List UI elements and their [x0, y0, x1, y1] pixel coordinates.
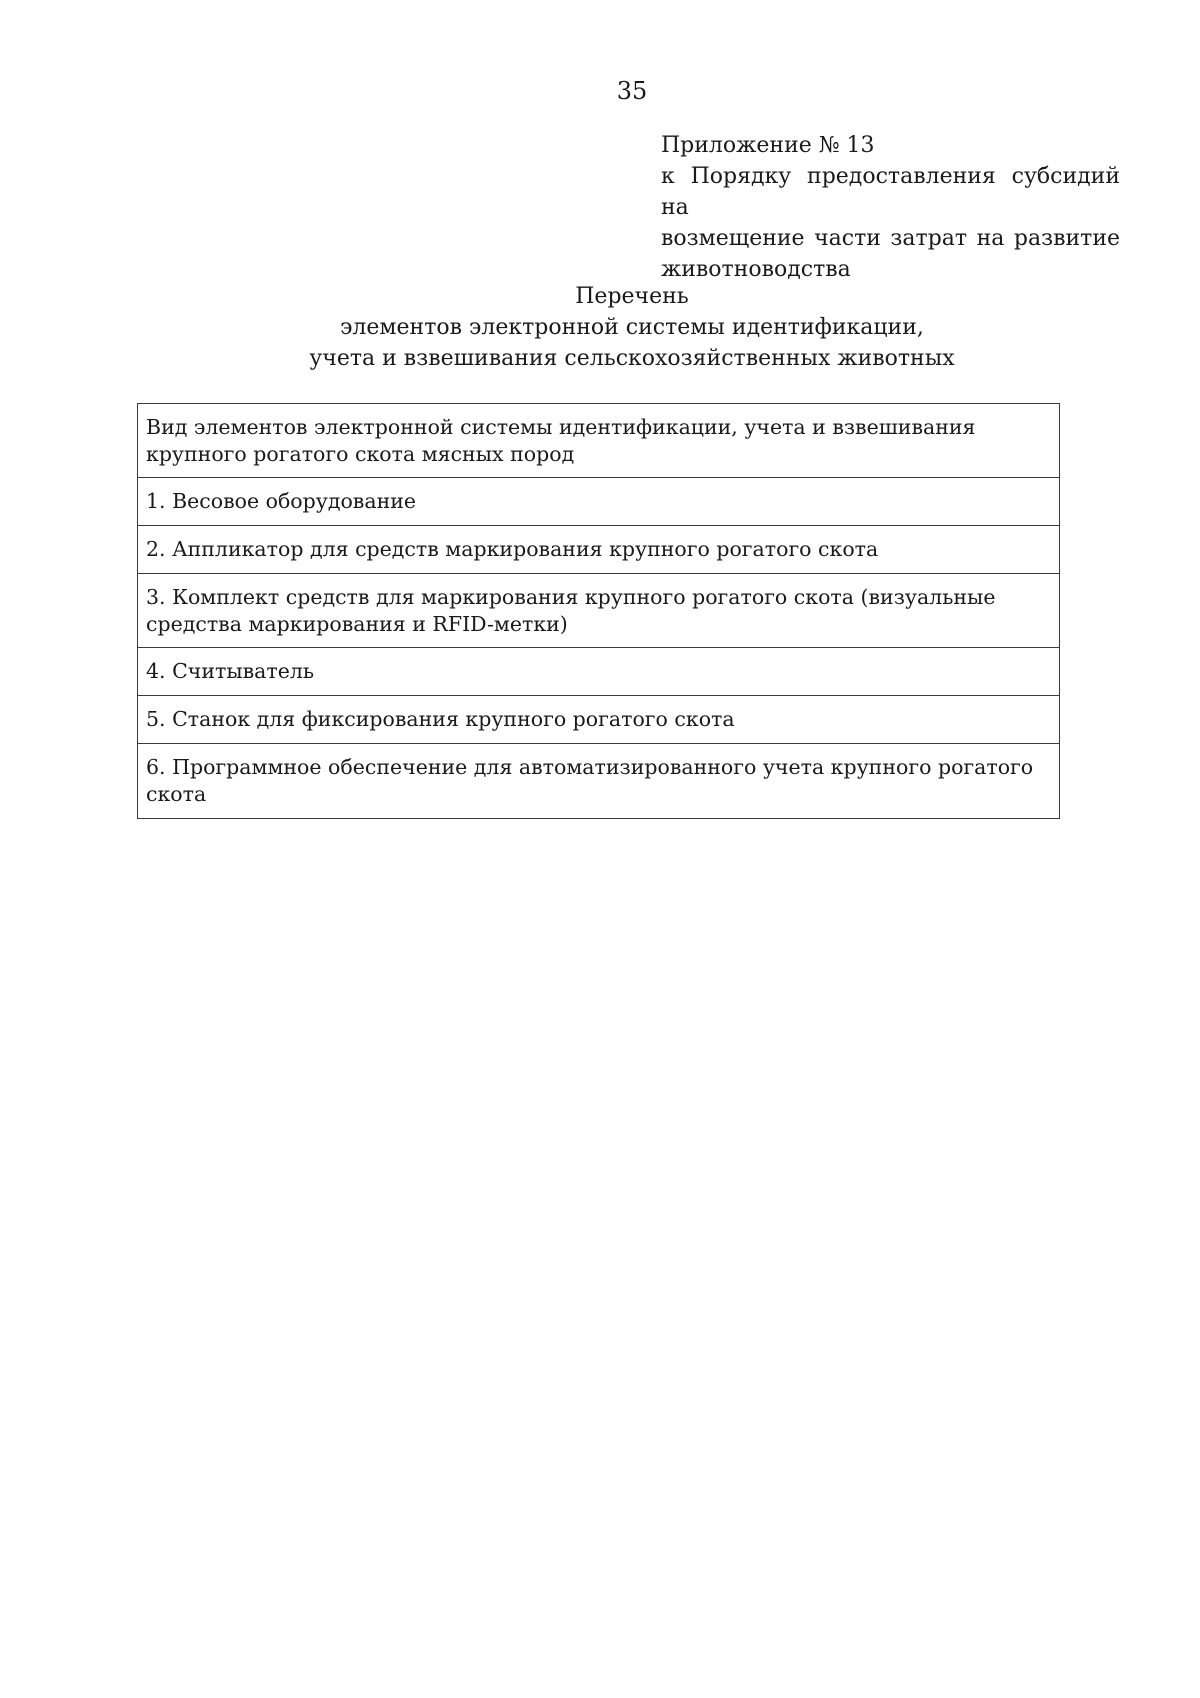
appendix-text-line: к Порядку предоставления субсидий на [661, 164, 1120, 220]
table-cell: 2. Аппликатор для средств маркирования крупного рогатого скота [138, 526, 1060, 574]
elements-table [137, 403, 1060, 819]
page-number: 35 [616, 77, 648, 105]
appendix-title: Приложение № 13 [661, 133, 875, 158]
table-row [138, 574, 1060, 648]
table-cell: 1. Весовое оборудование [138, 478, 1060, 526]
appendix-text-line: животноводства [661, 257, 851, 282]
table-cell: 3. Комплект средств для маркирования крупного рогатого скота (визуальные средства маркирования и RFID-метки) [138, 574, 1060, 648]
table-row [138, 744, 1060, 819]
appendix-block [661, 130, 1120, 285]
table-cell: 5. Станок для фиксирования крупного рогатого скота [138, 696, 1060, 744]
table-row [138, 526, 1060, 574]
table-cell: 6. Программное обеспечение для автоматизированного учета крупного рогатого скота [138, 744, 1060, 819]
table-header-cell: Вид элементов электронной системы идентификации, учета и взвешивания крупного рогатого скота мясных пород [138, 404, 1060, 478]
list-subtitle-line: элементов электронной системы идентификации, [340, 315, 924, 340]
table-cell: 4. Считыватель [138, 648, 1060, 696]
table-row [138, 696, 1060, 744]
list-title-block [0, 281, 1200, 374]
appendix-text-line: возмещение части затрат на развитие [661, 226, 1120, 251]
list-subtitle-line: учета и взвешивания сельскохозяйственных животных [309, 346, 955, 371]
table-row [138, 478, 1060, 526]
list-heading: Перечень [575, 284, 689, 309]
table-header-row [138, 404, 1060, 478]
table-row [138, 648, 1060, 696]
